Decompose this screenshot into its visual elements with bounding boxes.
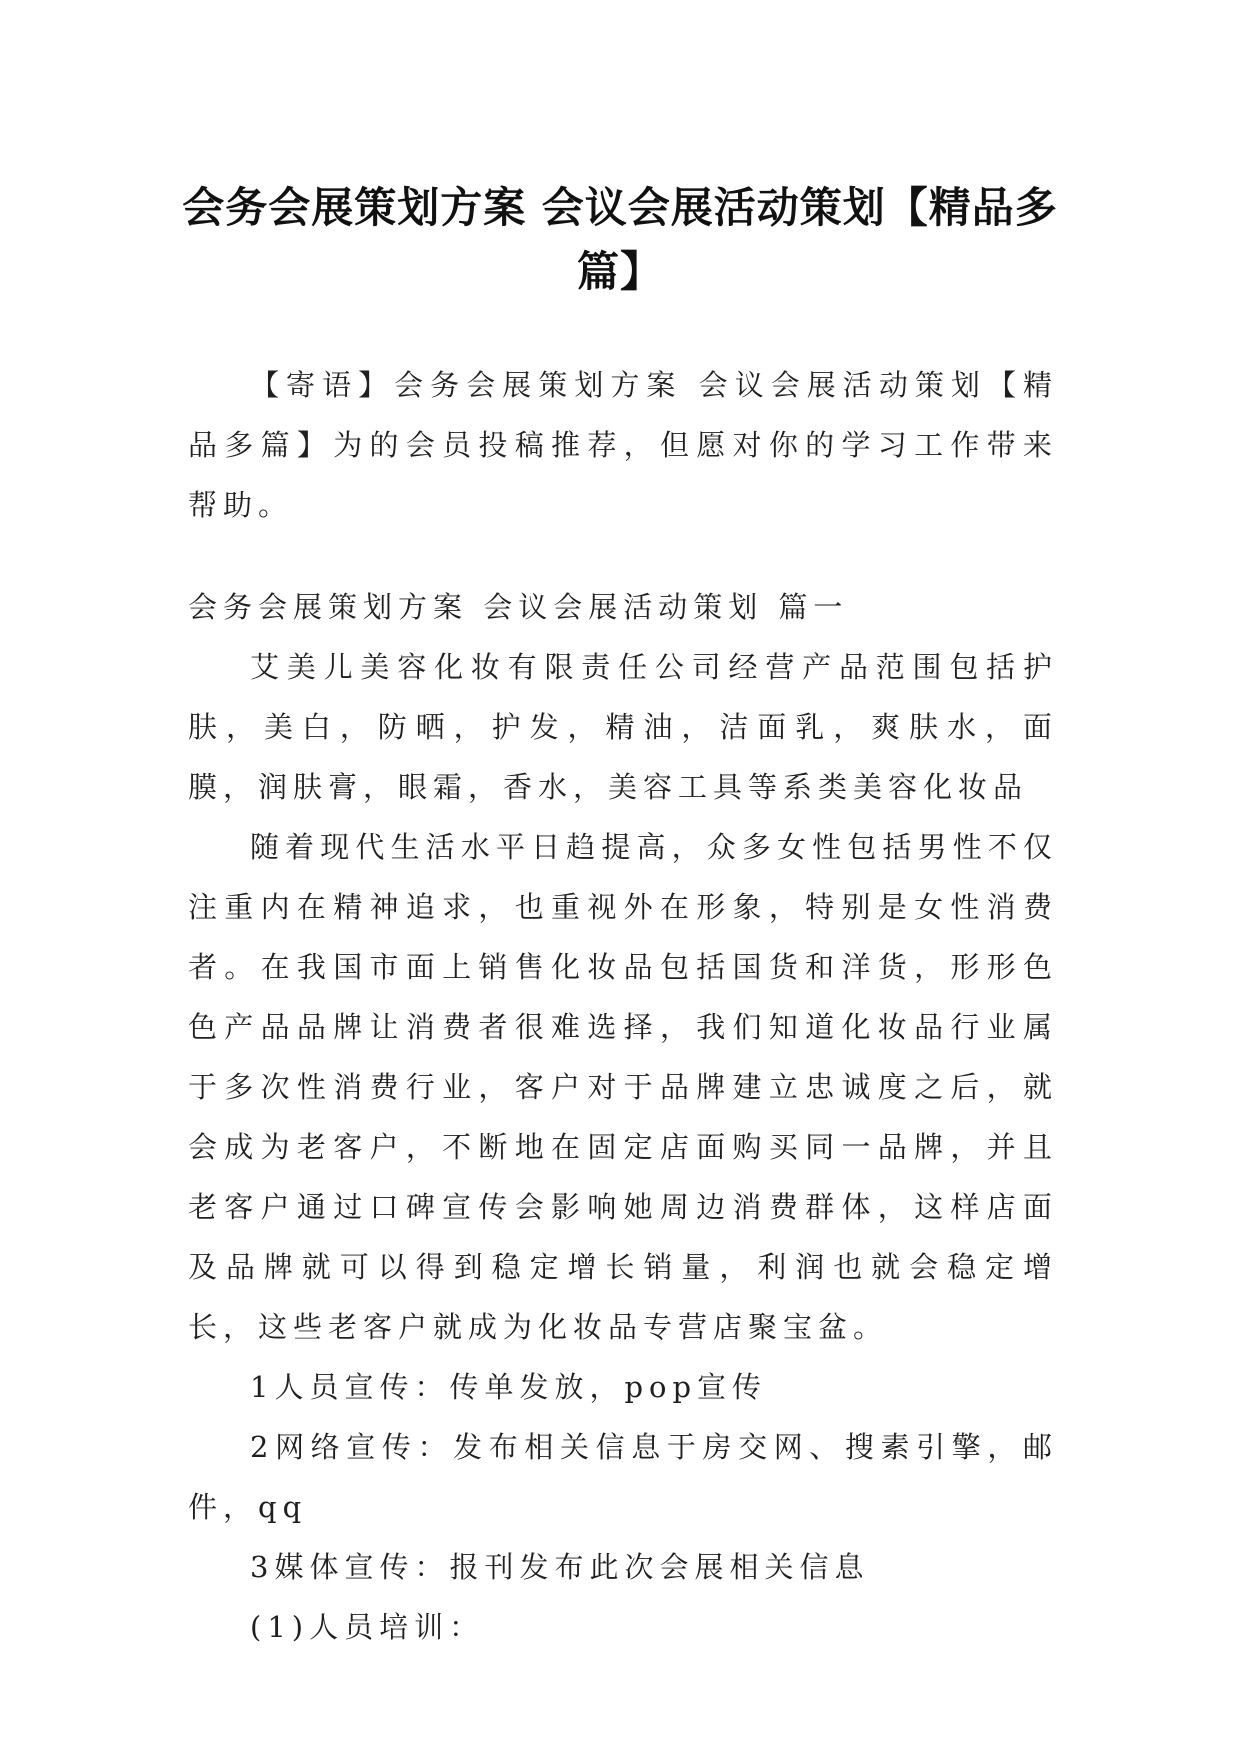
list-item-personnel-promotion: 1人员宣传：传单发放，pop宣传 <box>250 1370 768 1404</box>
document-title: 会务会展策划方案 会议会展活动策划【精品多篇】 <box>182 183 1058 297</box>
list-item-staff-training: (1)人员培训： <box>250 1610 485 1644</box>
section-heading: 会务会展策划方案 会议会展活动策划 篇一 <box>188 590 849 624</box>
list-item-online-promotion: 2网络宣传：发布相关信息于房交网、搜素引擎，邮件，qq <box>188 1430 1058 1524</box>
foreword-paragraph: 【寄语】会务会展策划方案 会议会展活动策划【精品多篇】为的会员投稿推荐，但愿对你的学习工作带来帮助。 <box>188 368 1058 522</box>
document-body <box>188 355 1058 1657</box>
body-paragraph: 随着现代生活水平日趋提高，众多女性包括男性不仅注重内在精神追求，也重视外在形象，特别是女性消费者。在我国市面上销售化妆品包括国货和洋货，形形色色产品品牌让消费者很难选择，我们知道化妆品行业属于多次性消费行业，客户对于品牌建立忠诚度之后，就会成为老客户，不断地在固定店面购买同一品牌，并且老客户通过口碑宣传会影响她周边消费群体，这样店面及品牌就可以得到稳定增长销量，利润也就会稳定增长，这些老客户就成为化妆品专营店聚宝盆。 <box>188 830 1058 1344</box>
list-item-media-promotion: 3媒体宣传：报刊发布此次会展相关信息 <box>250 1550 870 1584</box>
body-paragraph: 艾美儿美容化妆有限责任公司经营产品范围包括护肤，美白，防晒，护发，精油，洁面乳，爽肤水，面膜，润肤膏，眼霜，香水，美容工具等系类美容化妆品 <box>188 650 1058 804</box>
